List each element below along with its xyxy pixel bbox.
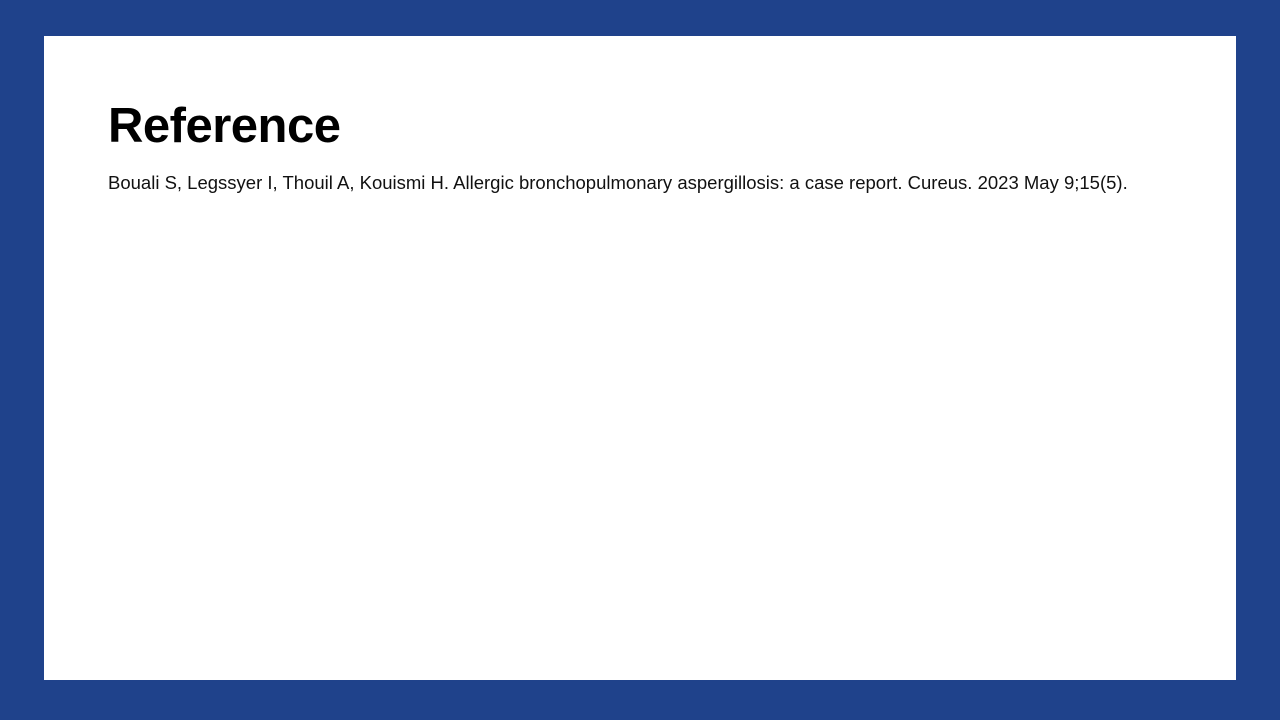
page-title: Reference <box>108 99 341 153</box>
slide-canvas <box>44 36 1236 680</box>
reference-citation: Bouali S, Legssyer I, Thouil A, Kouismi H. Allergic bronchopulmonary aspergillosis: a case report. Cureus. 2023 May 9;15(5). <box>108 171 1128 193</box>
slide-content <box>108 100 1172 199</box>
